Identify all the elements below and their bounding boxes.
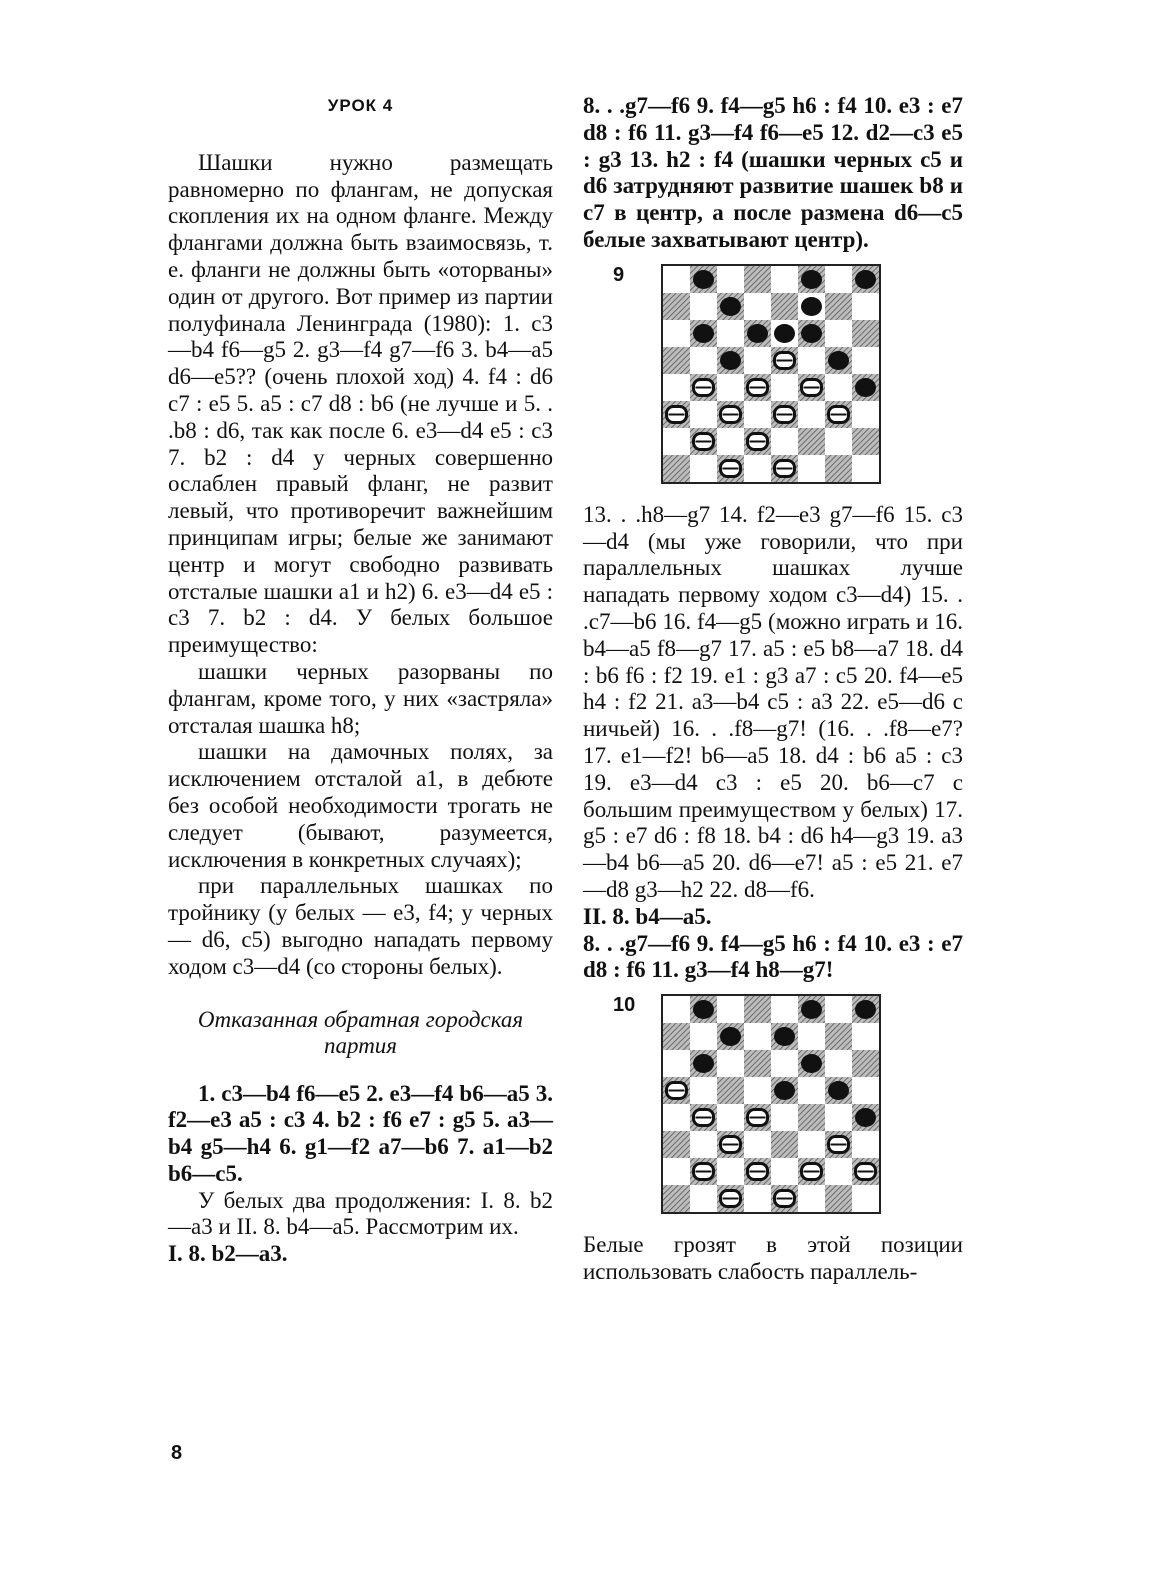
- square-e2: [771, 1158, 798, 1185]
- diagram-10: [583, 992, 963, 1224]
- square-d5: [744, 1077, 771, 1104]
- square-e2: [771, 428, 798, 455]
- square-b1: [690, 1185, 717, 1212]
- white-checker-c1: [721, 460, 741, 476]
- black-checker-c5: [720, 351, 741, 370]
- square-h3: [852, 1131, 879, 1158]
- white-checker-c3: [721, 406, 741, 422]
- black-checker-c7: [720, 297, 741, 316]
- square-h6: [852, 1050, 879, 1077]
- white-checker-d2: [748, 433, 768, 449]
- square-h1: [852, 455, 879, 482]
- white-checker-h2: [856, 1164, 876, 1180]
- diagram-10-label: 10: [613, 994, 636, 1017]
- black-checker-f8: [801, 1000, 822, 1019]
- square-h1: [852, 1185, 879, 1212]
- white-checker-c1: [721, 1191, 741, 1207]
- square-h5: [852, 347, 879, 374]
- black-checker-b6: [693, 1054, 714, 1073]
- square-c5: [717, 1077, 744, 1104]
- opening-moves: 1. c3—b4 f6—e5 2. e3—f4 b6—a5 3. f2—e3 a5 : c3 4. b2 : f6 e7 : g5 5. a3—b4 g5—h4 6. g1—f2 a7—b6 7. a1—b2 b6—c5.: [168, 1080, 553, 1186]
- square-c4: [717, 1104, 744, 1131]
- square-h7: [852, 293, 879, 320]
- black-checker-g5: [828, 351, 849, 370]
- square-e8: [771, 266, 798, 293]
- white-checker-b4: [694, 379, 714, 395]
- square-d8: [744, 996, 771, 1023]
- square-c4: [717, 374, 744, 401]
- lesson-title: УРОК 4: [327, 96, 394, 115]
- black-checker-e5: [774, 1081, 795, 1100]
- left-column: [168, 93, 553, 1268]
- square-f3: [798, 401, 825, 428]
- variation-2: II. 8. b4—a5.: [583, 903, 712, 929]
- white-checker-b4: [694, 1110, 714, 1126]
- square-h2: [852, 428, 879, 455]
- page-number: 8: [171, 1442, 183, 1464]
- square-h7: [852, 1023, 879, 1050]
- square-f3: [798, 1131, 825, 1158]
- square-d3: [744, 401, 771, 428]
- white-checker-b2: [694, 1164, 714, 1180]
- black-checker-f6: [801, 324, 822, 343]
- square-g7: [825, 293, 852, 320]
- white-checker-e1: [775, 460, 795, 476]
- square-e3: [771, 1131, 798, 1158]
- square-f4: [798, 1104, 825, 1131]
- square-g1: [825, 455, 852, 482]
- square-g4: [825, 1104, 852, 1131]
- square-a3: [663, 1131, 690, 1158]
- square-e6: [771, 1050, 798, 1077]
- square-d7: [744, 293, 771, 320]
- black-checker-f8: [801, 270, 822, 289]
- square-a4: [663, 374, 690, 401]
- right-column: [583, 93, 963, 1286]
- square-c6: [717, 320, 744, 347]
- square-b5: [690, 347, 717, 374]
- text-top: 8. . .g7—f6 9. f4—g5 h6 : f4 10. e3 : e7 d8 : f6 11. g3—f4 f6—e5 12. d2—c3 e5 : g3 13. h2 : f4 (шашки черных c5 и d6 затрудняют развитие шашек b8 и c7 в центр, а после размена d6—c5 белые захватывают центр).: [583, 93, 963, 252]
- square-f7: [798, 1023, 825, 1050]
- point-1: шашки черных разорваны по флангам, кроме того, у них «застряла» отсталая шашка h8;: [168, 658, 553, 738]
- square-a1: [663, 1185, 690, 1212]
- diagram-10-board: [661, 994, 881, 1214]
- black-checker-e7: [774, 1027, 795, 1046]
- square-b7: [690, 293, 717, 320]
- square-a6: [663, 320, 690, 347]
- square-d7: [744, 1023, 771, 1050]
- white-checker-d2: [748, 1164, 768, 1180]
- continuations-text: У белых два продолжения: I. 8. b2—a3 и II. 8. b4—a5. Рассмотрим их.: [168, 1187, 553, 1240]
- square-d8: [744, 266, 771, 293]
- black-checker-h4: [855, 1108, 876, 1127]
- square-a7: [663, 293, 690, 320]
- black-checker-h8: [855, 1000, 876, 1019]
- white-checker-e5: [775, 352, 795, 368]
- intro-paragraph: Шашки нужно размещать равномерно по флангам, не допуская скопления их на одном фланге. Между флангами должна быть взаимосвязь, т. е. фланги не должны быть «оторваны» один от другого. Вот пример из партии полуфинала Ленинграда (1980): 1. c3—b4 f6—g5 2. g3—f4 g7—f6 3. b4—a5 d6—e5?? (очень плохой ход) 4. f4 : d6 c7 : e5 5. a5 : c7 d8 : b6 (не лучше и 5. . .b8 : d6, так как после 6. e3—d4 e5 : c3 7. b2 : d4 у черных совершенно ослаблен правый фланг, не развит левый, что противоречит важнейшим принципам игры; белые же занимают центр и могут свободно развивать отсталые шашки a1 и h2) 6. e3—d4 e5 : c3 7. b2 : d4. У белых большое преимущество:: [168, 149, 553, 658]
- white-checker-g3: [829, 1137, 849, 1153]
- square-c8: [717, 996, 744, 1023]
- black-checker-c7: [720, 1027, 741, 1046]
- square-c6: [717, 1050, 744, 1077]
- square-f5: [798, 347, 825, 374]
- white-checker-g3: [829, 406, 849, 422]
- square-g2: [825, 428, 852, 455]
- square-g1: [825, 1185, 852, 1212]
- square-a8: [663, 266, 690, 293]
- square-a1: [663, 455, 690, 482]
- white-checker-d4: [748, 1110, 768, 1126]
- board-9-svg: [663, 266, 879, 482]
- square-a8: [663, 996, 690, 1023]
- square-c2: [717, 1158, 744, 1185]
- section-title: Отказанная обратная городская партия: [197, 1006, 524, 1058]
- white-checker-a3: [667, 406, 687, 422]
- black-checker-d6: [747, 324, 768, 343]
- variation-1: I. 8. b2—a3.: [168, 1241, 288, 1267]
- board-10-svg: [663, 996, 879, 1212]
- square-d5: [744, 347, 771, 374]
- square-b3: [690, 401, 717, 428]
- text-after-variation-2: 8. . .g7—f6 9. f4—g5 h6 : f4 10. e3 : e7 d8 : f6 11. g3—f4 h8—g7!: [583, 930, 963, 983]
- black-checker-h8: [855, 270, 876, 289]
- square-b7: [690, 1023, 717, 1050]
- diagram-9-board: [661, 264, 881, 484]
- square-f1: [798, 1185, 825, 1212]
- square-a2: [663, 1158, 690, 1185]
- square-c2: [717, 428, 744, 455]
- square-g8: [825, 266, 852, 293]
- square-h3: [852, 401, 879, 428]
- black-checker-f6: [801, 1054, 822, 1073]
- square-b5: [690, 1077, 717, 1104]
- square-d6: [744, 1050, 771, 1077]
- white-checker-f2: [802, 1164, 822, 1180]
- black-checker-g5: [828, 1081, 849, 1100]
- square-g4: [825, 374, 852, 401]
- square-g7: [825, 1023, 852, 1050]
- point-3: при параллельных шашках по тройнику (у белых — e3, f4; у черных — d6, c5) выгодно нападать первому ходом c3—d4 (со стороны белых).: [168, 873, 553, 979]
- square-e4: [771, 374, 798, 401]
- black-checker-f7: [801, 297, 822, 316]
- text-bottom: Белые грозят в этой позиции использовать слабость параллель-: [583, 1232, 963, 1284]
- square-g8: [825, 996, 852, 1023]
- white-checker-e1: [775, 1191, 795, 1207]
- white-checker-c3: [721, 1137, 741, 1153]
- square-b3: [690, 1131, 717, 1158]
- square-h6: [852, 320, 879, 347]
- square-a6: [663, 1050, 690, 1077]
- text-middle: 13. . .h8—g7 14. f2—e3 g7—f6 15. c3—d4 (мы уже говорили, что при параллельных шашках лучше нападать первому ходом c3—d4) 15. . .c7—b6 16. f4—g5 (можно играть и 16. b4—a5 f8—g7 17. a5 : e5 b8—a7 18. d4 : b6 f6 : f2 19. e1 : g3 a7 : c5 20. f4—e5 h4 : f2 21. a3—b4 c5 : a3 22. e5—d6 с ничьей) 16. . .f8—g7! (16. . .f8—e7? 17. e1—f2! b6—a5 18. d4 : b6 a5 : c3 19. e3—d4 c3 : e5 20. b6—c7 с большим преимуществом у белых) 17. g5 : e7 d6 : f8 18. b4 : d6 h4—g3 19. a3—b4 b6—a5 20. d6—e7! a5 : e5 21. e7—d8 g3—h2 22. d8—f6.: [583, 501, 963, 902]
- white-checker-d4: [748, 379, 768, 395]
- square-e8: [771, 996, 798, 1023]
- square-d3: [744, 1131, 771, 1158]
- black-checker-b8: [693, 270, 714, 289]
- square-f2: [798, 428, 825, 455]
- white-checker-a5: [667, 1083, 687, 1099]
- square-d1: [744, 1185, 771, 1212]
- square-f5: [798, 1077, 825, 1104]
- white-checker-f4: [802, 379, 822, 395]
- black-checker-b6: [693, 324, 714, 343]
- square-g6: [825, 1050, 852, 1077]
- square-a2: [663, 428, 690, 455]
- square-a7: [663, 1023, 690, 1050]
- diagram-9-label: 9: [613, 263, 625, 286]
- square-b1: [690, 455, 717, 482]
- point-2: шашки на дамочных полях, за исключением отсталой a1, в дебюте без особой необходимости трогать не следует (бывают, разумеется, исключения в конкретных случаях);: [168, 739, 553, 872]
- square-c8: [717, 266, 744, 293]
- square-h5: [852, 1077, 879, 1104]
- square-a4: [663, 1104, 690, 1131]
- square-e4: [771, 1104, 798, 1131]
- black-checker-h4: [855, 378, 876, 397]
- black-checker-e6: [774, 324, 795, 343]
- square-d1: [744, 455, 771, 482]
- black-checker-b8: [693, 1000, 714, 1019]
- square-g6: [825, 320, 852, 347]
- diagram-9: [583, 262, 963, 494]
- white-checker-b2: [694, 433, 714, 449]
- square-f1: [798, 455, 825, 482]
- square-a5: [663, 347, 690, 374]
- square-g2: [825, 1158, 852, 1185]
- white-checker-e3: [775, 406, 795, 422]
- square-e7: [771, 293, 798, 320]
